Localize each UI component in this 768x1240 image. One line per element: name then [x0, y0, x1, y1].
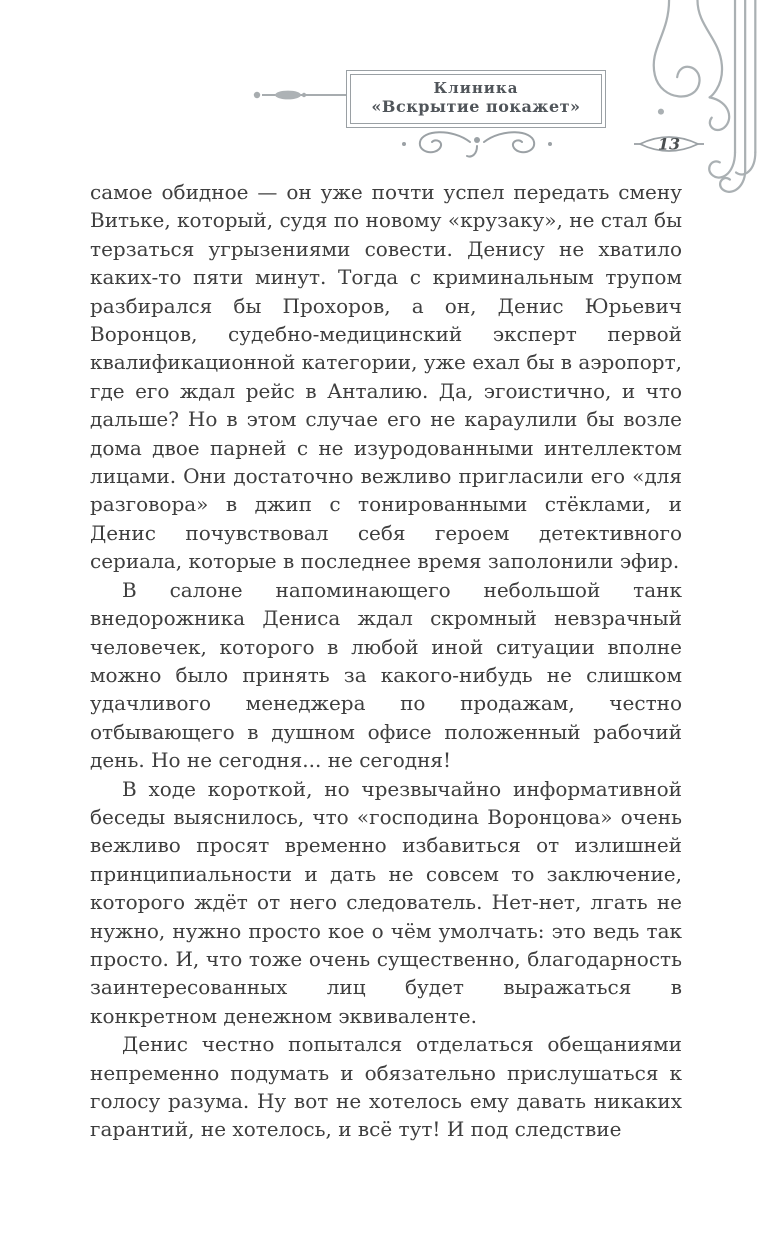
paragraph: В ходе короткой, но чрезвычайно информативной беседы выяснилось, что «господина Воронцова» очень вежливо просят временно избавиться от излишней принципиальности и дать не совсем то заключение, которого ждёт от него следователь. Нет-нет, лгать не нужно, нужно просто кое о чём умолчать: это ведь так просто. И, что тоже очень существенно, благодарность заинтересованных лиц будет выражаться в конкретном денежном эквиваленте. — [90, 776, 682, 1028]
page-number: 13 — [657, 134, 681, 154]
running-title-box — [346, 70, 606, 128]
page-header — [0, 0, 768, 180]
running-title-box-inner — [350, 74, 602, 124]
page-number-badge — [634, 127, 704, 161]
corner-flourish-ornament-icon — [630, 0, 768, 208]
paragraph: самое обидное — он уже почти успел передать смену Витьке, который, судя по новому «крузаку», не стал бы терзаться угрызениями совести. Денису не хватило каких-то пяти минут. Тогда с криминальным трупом разбирался бы Прохоров, а он, Денис Юрьевич Воронцов, судебно-медицинский эксперт первой квалификационной категории, уже ехал бы в аэропорт, где его ждал рейс в Анталию. Да, эгоистично, и что дальше? Но в этом случае его не караулили бы возле дома двое парней с не изуродованными интеллектом лицами. Они достаточно вежливо пригласили его «для разговора» в джип с тонированными стёклами, и Денис почувствовал себя героем детективного сериала, которые в последнее время заполонили эфир. — [90, 180, 682, 574]
paragraph: Денис честно попытался отделаться обещаниями непременно подумать и обязательно прислушаться к голосу разума. Ну вот не хотелось ему давать никаких гарантий, не хотелось, и всё тут! И под следствие — [90, 1032, 682, 1142]
header-rule-ornament-icon — [252, 88, 352, 102]
book-title-line1: Клиника — [433, 79, 519, 97]
book-title-line2: «Вскрытие покажет» — [371, 97, 581, 116]
page-text — [90, 178, 682, 1144]
swirl-flourish-icon — [382, 126, 572, 162]
paragraph: В салоне напоминающего небольшой танк внедорожника Дениса ждал скромный невзрачный человечек, которого в любой иной ситуации вполне можно было принять за какого-нибудь не слишком удачливого менеджера по продажам, честно отбывающего в душном офисе положенный рабочий день. Но не сегодня... не сегодня! — [90, 577, 682, 773]
